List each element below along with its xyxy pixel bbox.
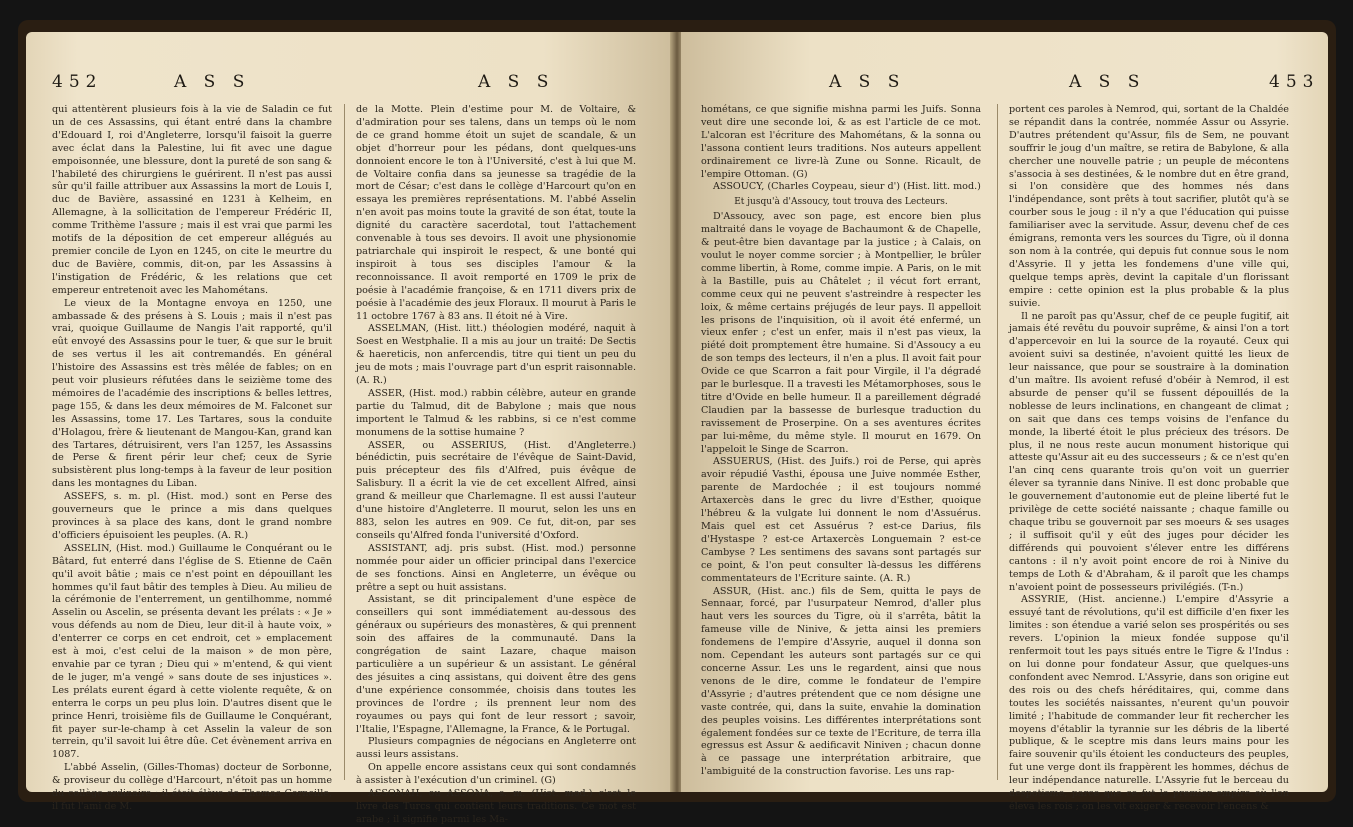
header-right-a: A S S xyxy=(829,72,906,92)
page-number-right: 453 xyxy=(1269,72,1320,92)
header-left-b: A S S xyxy=(478,72,555,92)
paragraph: D'Assoucy, avec son page, est encore bien plus maltraité dans le voyage de Bachaumont & de Chapelle, & peut-être bien davantage par la justice ; à Calais, on voulut le noyer comme sorcier ; à Montpellier, le brûler comme libertin, à Rome, comme impie. A Paris, on le mit à la Bastille, puis au Châtelet ; il vécut fort errant, comme ceux qui ne peuvent s'astreindre à respecter les loix, & même certains préjugés de leur pays. Il appelloit les prisons de l'inquisition, où il avoit été enfermé, un vieux enfer ; c'est un enfer, mais il n'est pas vieux, la piété doit promptement être humaine. Si d'Assoucy a eu de son temps des lecteurs, il n'en a plus. Il avoit fait pour Ovide ce que Scarron a fait pour Virgile, il l'a dégradé par le burlesque. Il a travesti les Métamorphoses, sous le titre d'Ovide en belle humeur. Il a pareillement dégradé Claudien par la bassesse de burlesque traduction du ravissement de Proserpine. On a ses aventures écrites par lui-même, du même style. Il mourut en 1679. On l'appeloit le Singe de Scarron. xyxy=(701,211,981,455)
header-right-b: A S S xyxy=(1069,72,1146,92)
left-page xyxy=(26,32,673,825)
paragraph: de la Motte. Plein d'estime pour M. de Voltaire, & d'admiration pour ses talens, dans un temps où le nom de ce grand homme étoit un sujet de scandale, & un objet d'horreur pour les pédans, dont quelques-uns donnoient encore le ton à l'Université, c'est à lui que M. de Voltaire confia dans sa jeunesse sa tragédie de la mort de César; c'est dans le collège d'Harcourt qu'on en essaya les premières représentations. M. l'abbé Asselin n'en avoit pas moins toute la gravité de son état, toute la dignité du caractère sacerdotal, tout l'attachement convenable à tous ses devoirs. Il avoit une physionomie patriarchale qui inspiroit le respect, & une bonté qui inspiroit à tous ses disciples l'amour & la reconnoissance. Il avoit remporté en 1709 le prix de poésie à l'académie françoise, & en 1711 divers prix de poésie à l'académie des jeux Floraux. Il mourut à Paris le 11 octobre 1767 à 83 ans. Il étoit né à Vire. xyxy=(356,104,636,322)
left-column-1 xyxy=(52,104,332,812)
paragraph: ASSUR, (Hist. anc.) fils de Sem, quitta le pays de Sennaar, forcé, par l'usurpateur Nemrod, d'aller plus haut vers les sources du Tigre, où il s'arrêta, bâtit la fameuse ville de Ninive, & jetta ainsi les premiers fondemens de l'empire d'Assyrie, auquel il donna son nom. Cependant les auteurs sont partagés sur ce qui concerne Assur. Les uns le regardent, ainsi que nous venons de le dire, comme le fondateur de l'empire d'Assyrie ; d'autres prétendent que ce nom désigne une vaste contrée, qui, dans la suite, envahie la domination des peuples voisins. Les différentes interprétations sont également fondées sur ce texte de l'Ecriture, de terra illa egressus est Assur & aedificavit Niniven ; chacun donne à ce passage une interprétation arbitraire, que l'ambiguité de la construction favorise. Les uns rap- xyxy=(701,585,981,778)
right-column-2 xyxy=(1009,104,1289,812)
paragraph: Assistant, se dit principalement d'une espèce de conseillers qui sont immédiatement au-dessous des généraux ou supérieurs des monastères, & qui prennent soin des affaires de la communauté. Dans la congrégation de saint Lazare, chaque maison particulière a un supérieur & un assistant. Le général des jésuites a cinq assistans, qui doivent être des gens d'une expérience consommée, choisis dans toutes les provinces de l'ordre ; ils prennent leur nom des royaumes ou pays qui font de leur ressort ; savoir, l'Italie, l'Espagne, l'Allemagne, la France, & le Portugal. xyxy=(356,594,636,735)
paragraph: portent ces paroles à Nemrod, qui, sortant de la Chaldée se répandit dans la contrée, nommée Assur ou Assyrie. D'autres prétendent qu'Assur, fils de Sem, ne pouvant souffrir le joug d'un maître, se retira de Babylone, & alla chercher une nouvelle patrie ; un peuple de mécontens s'associa à ses destinées, & le nombre dut en être grand, si l'on considère que des hommes nés dans l'indépendance, sont prêts à tout sacrifier, plutôt qu'à se courber sous le joug : il n'y a que l'éducation qui puisse familiariser avec la servitude. Assur, devenu chef de ces émigrans, remonta vers les sources du Tigre, où il donna son nom à la contrée, qui depuis fut connue sous le nom d'Assyrie. Il y jetta les fondemens d'une ville qui, quelque temps après, devint la capitale d'un florissant empire : cette opinion est la plus probable & la plus suivie. xyxy=(1009,104,1289,309)
paragraph: ASSUERUS, (Hist. des Juifs.) roi de Perse, qui après avoir répudié Vasthi, épousa une Juive nommée Esther, parente de Mardochée ; il est toujours nommé Artaxercès dans le grec du livre d'Esther, quoique l'hébreu & la vulgate lui donnent le nom d'Assuérus. Mais quel est cet Assuérus ? est-ce Darius, fils d'Hystaspe ? est-ce Artaxercès Longuemain ? est-ce Cambyse ? Les sentimens des savans sont partagés sur ce point, & l'on peut consulter là-dessus les différens commentateurs de l'Ecriture sainte. (A. R.) xyxy=(701,456,981,584)
verse-quote: Et jusqu'à d'Assoucy, tout trouva des Lecteurs. xyxy=(734,197,948,208)
paragraph: qui attentèrent plusieurs fois à la vie de Saladin ce fut un de ces Assassins, qui étant entré dans la chambre d'Edouard I, roi d'Angleterre, lorsqu'il faisoit la guerre avec éclat dans la Palestine, lui fit avec une dague empoisonnée, une blessure, dont la pureté de son sang & l'habileté des chirurgiens le guérirent. Il n'est pas aussi sûr qu'il faille attribuer aux Assassins la mort de Louis I, duc de Bavière, assassiné en 1231 à Kelheim, en Allemagne, à la sollicitation de l'empereur Frédéric II, comme Trithème l'assure ; mais il est vrai que parmi les motifs de la déposition de cet empereur allégués au premier concile de Lyon en 1245, on cite le meurtre du duc de Bavière, commis, dit-on, par les Assassins à l'instigation de Frédéric, & les relations que cet empereur entretenoit avec les Mahométans. xyxy=(52,104,332,296)
left-column-2 xyxy=(356,104,636,825)
header-left-a: A S S xyxy=(174,72,251,92)
right-page xyxy=(681,32,1328,812)
paragraph: On appelle encore assistans ceux qui sont condamnés à assister à l'exécution d'un criminel. (G) xyxy=(356,762,636,787)
paragraph: ASSELIN, (Hist. mod.) Guillaume le Conquérant ou le Bâtard, fut enterré dans l'église de S. Etienne de Caën qu'il avoit bâtie ; mais ce n'est point en dépouillant les hommes qu'il faut bâtir des temples à Dieu. Au milieu de la cérémonie de l'enterrement, un gentilhomme, nommé Asselin ou Ascelin, se présenta devant les prélats : « Je » vous défends au nom de Dieu, leur dit-il à haute voix, » d'enterrer ce corps en cet endroit, cet » emplacement est à moi, c'est celui de la maison » de mon père, envahie par ce tyran ; Dieu qui » m'entend, & qui vient de le juger, m'a vengé » sans doute de ses injustices ». Les prélats eurent égard à cette violente requête, & on enterra le corps un peu plus loin. D'autres disent que le prince Henri, troisième fils de Guillaume le Conquérant, fit payer sur-le-champ à cet Asselin la valeur de son terrein, qu'il savoit lui être dûe. Cet évènement arriva en 1087. xyxy=(52,542,332,761)
paragraph: hométans, ce que signifie mishna parmi les Juifs. Sonna veut dire une seconde loi, & as est l'article de ce mot. L'alcoran est l'écriture des Mahométans, & la sonna ou l'assona contient leurs traditions. Nos auteurs appellent ordinairement ce livre-là Zune ou Sonne. Ricault, de l'empire Ottoman. (G) xyxy=(701,104,981,180)
paragraph: ASSONAH, ou ASSONA, s. m. (Hist. mod.) c'est le livre des Turcs qui contient leurs traditions. Ce mot est arabe ; il signifie parmi les Ma- xyxy=(356,788,636,825)
paragraph: ASSEFS, s. m. pl. (Hist. mod.) sont en Perse des gouverneurs que le prince a mis dans quelques provinces à sa place des kans, dont le grand nombre d'officiers épuisoient les peuples. (A. R.) xyxy=(52,491,332,541)
right-running-head xyxy=(681,72,1328,98)
column-divider xyxy=(344,104,345,780)
page-number-left: 452 xyxy=(52,72,103,92)
column-divider xyxy=(997,104,998,780)
paragraph: L'abbé Asselin, (Gilles-Thomas) docteur de Sorbonne, & proviseur du collège d'Harcourt, n'étoit pas un homme du collège ordinaire ; il étoit élève de Thomas Corneille, il fut l'ami de M. xyxy=(52,762,332,812)
paragraph: ASSOUCY, (Charles Coypeau, sieur d') (Hist. litt. mod.) xyxy=(713,181,981,193)
open-book xyxy=(18,20,1336,825)
paragraph: ASSER, (Hist. mod.) rabbin célèbre, auteur en grande partie du Talmud, dit de Babylone ; mais que nous importent le Talmud & les rabbins, si ce n'est comme monumens de la sottise humaine ? xyxy=(356,387,636,438)
left-running-head xyxy=(26,72,673,98)
paragraph: ASSER, ou ASSERIUS, (Hist. d'Angleterre.) bénédictin, puis secrétaire de l'évêque de Saint-David, puis précepteur des fils d'Alfred, puis évêque de Salisbury. Il a écrit la vie de cet excellent Alfred, ainsi grand & meilleur que Charlemagne. Il est aussi l'auteur d'une histoire d'Angleterre. Il mourut, selon les uns en 883, selon les autres en 909. Ce fut, dit-on, par ses conseils qu'Alfred fonda l'université d'Oxford. xyxy=(356,439,636,541)
right-column-1 xyxy=(701,104,981,780)
paragraph: ASSISTANT, adj. pris subst. (Hist. mod.) personne nommée pour aider un officier principal dans l'exercice de ses fonctions. Ainsi en Angleterre, un évêque ou prêtre a sept ou huit assistans. xyxy=(356,542,636,593)
paragraph: Le vieux de la Montagne envoya en 1250, une ambassade & des présens à S. Louis ; mais il n'est pas vrai, quoique Guillaume de Nangis l'ait rapporté, qu'il eût envoyé des Assassins pour le tuer, & que sur le bruit de ses vertus il les ait contremandés. En général l'histoire des Assassins est très mêlée de fables; on en peut voir plusieurs réfutées dans le seizième tome des mémoires de l'académie des inscriptions & belles lettres, page 155, & dans les deux mémoires de M. Falconet sur les Assassins, tome 17. Les Tartares, sous la conduite d'Holagou, frère & lieutenant de Mangou-Kan, grand kan des Tartares, détruisirent, vers l'an 1257, les Assassins de Perse & firent périr leur chef; ceux de Syrie subsistèrent plus long-temps à la faveur de leur position dans les montagnes du Liban. xyxy=(52,297,332,490)
paragraph: Plusieurs compagnies de négocians en Angleterre ont aussi leurs assistans. xyxy=(356,736,636,761)
paragraph: Il ne paroît pas qu'Assur, chef de ce peuple fugitif, ait jamais été revêtu du pouvoir suprême, & ainsi l'on a tort d'appercevoir en lui la source de la royauté. Ceux qui avoient suivi sa destinée, n'avoient quitté les lieux de leur naissance, que pour se soustraire à la domination d'un maître. Ils avoient refusé d'obéir à Nemrod, il est absurde de penser qu'il se fussent dépouillés de la noblesse de leurs inclinations, en changeant de climat ; on sait que dans ces temps voisins de l'enfance du monde, la liberté étoit le plus précieux des trésors. De plus, il ne nous reste aucun monument historique qui atteste qu'Assur ait eu des successeurs ; & ce n'est qu'en l'an cinq cens quarante trois qu'on voit un guerrier élever sa tyrannie dans Ninive. Il est donc probable que le gouvernement d'autonomie eut de pleine liberté fut le privilège de cette société naissante ; chaque famille ou chaque tribu se gouvernoit par ses moeurs & ses usages ; il suffisoit qu'il y eût des juges pour décider les différends qui pouvoient s'élever entre les différens cantons : il n'y avoit point encore de roi à Ninive du temps de Loth & d'Abraham, & il paroît que les champs n'avoient point de possesseurs privilégiés. (T-n.) xyxy=(1009,310,1289,593)
paragraph: ASSYRIE, (Hist. ancienne.) L'empire d'Assyrie a essuyé tant de révolutions, qu'il est difficile d'en fixer les limites : son étendue a varié selon ses prospérités ou ses revers. L'opinion la mieux fondée suppose qu'il renfermoit tout les pays situés entre le Tigre & l'Indus : on lui donne pour fondateur Assur, que quelques-uns confondent avec Nemrod. L'Assyrie, dans son origine eut des rois ou des chefs héréditaires, qui, comme dans toutes les sociétés naissantes, n'eurent qu'un pouvoir limité ; l'habitude de commander leur fit rechercher les moyens d'établir la tyrannie sur les débris de la liberté publique, & le sceptre mis dans leurs mains pour les faire souvenir qu'ils étoient les conducteurs des peuples, fut une verge dont ils frappèrent les hommes, déchus de leur indépendance naturelle. L'Assyrie fut le berceau du despotisme, parce que ce fut le premier empire où l'on éleva les rois ; on les vit exiger & recevoir l'encens & xyxy=(1009,594,1289,812)
paragraph: ASSELMAN, (Hist. litt.) théologien modéré, naquit à Soest en Westphalie. Il a mis au jour un traité: De Sectis & haereticis, non anfercendis, titre qui tient un peu du jeu de mots ; mais l'ouvrage part d'un esprit raisonnable. (A. R.) xyxy=(356,323,636,387)
